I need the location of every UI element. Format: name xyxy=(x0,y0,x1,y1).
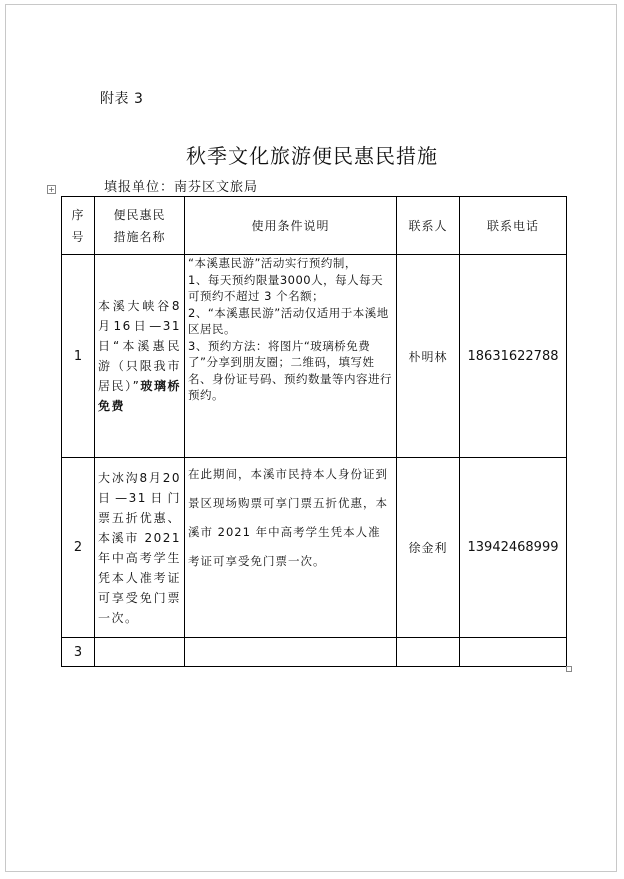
conditions-cell[interactable] xyxy=(185,255,397,458)
contact-phone[interactable]: 18631622788 xyxy=(460,255,567,458)
measure-name: 本溪大峡谷8月16日—31日“本溪惠民游（只限我市居民）” xyxy=(98,299,181,393)
table-header-row xyxy=(62,197,567,255)
table-resize-handle[interactable] xyxy=(566,666,572,672)
conditions-cell[interactable] xyxy=(185,638,397,667)
table-row xyxy=(62,638,567,667)
condition-line: 1、每天预约限量3000人，每人每天可预约不超过 3 个名额； xyxy=(188,272,384,303)
header-index-line-2: 号 xyxy=(71,229,85,244)
conditions-cell[interactable]: 在此期间，本溪市民持本人身份证到景区现场购票可享门票五折优惠，本溪市 2021 年中高考学生凭本人准考证可享受免门票一次。 xyxy=(185,458,397,638)
table-row xyxy=(62,458,567,638)
measures-table xyxy=(61,196,567,667)
header-measure-line-1: 便民惠民 xyxy=(113,207,166,222)
document-title: 秋季文化旅游便民惠民措施 xyxy=(186,144,438,168)
condition-line: 3、预约方法：将图片“玻璃桥免费了”分享到朋友圈；二维码，填写姓名、身份证号码、预约数量等内容进行预约。 xyxy=(188,338,392,402)
measure-name[interactable] xyxy=(95,638,185,667)
header-measure xyxy=(95,197,185,255)
measure-name[interactable]: 大冰沟8月20 日—31日门票五折优惠、本溪市 2021 年中高考学生凭本人准考证可享受免门票一次。 xyxy=(95,458,185,638)
contact-phone[interactable] xyxy=(460,638,567,667)
condition-line: 2、“本溪惠民游”活动仅适用于本溪地区居民。 xyxy=(188,305,389,336)
contact-phone[interactable]: 13942468999 xyxy=(460,458,567,638)
header-measure-line-2: 措施名称 xyxy=(113,229,166,244)
row-index: 3 xyxy=(62,638,95,667)
measure-name-bold: 玻璃桥免费 xyxy=(98,379,181,413)
condition-line: “本溪惠民游”活动实行预约制， xyxy=(188,256,357,270)
row-index: 2 xyxy=(62,458,95,638)
header-phone: 联系电话 xyxy=(460,197,567,255)
appendix-label: 附表 3 xyxy=(100,91,144,107)
row-index: 1 xyxy=(62,255,95,458)
header-index xyxy=(62,197,95,255)
table-row xyxy=(62,255,567,458)
header-conditions: 使用条件说明 xyxy=(185,197,397,255)
measure-name-cell[interactable] xyxy=(95,255,185,458)
contact-person[interactable]: 朴明林 xyxy=(397,255,460,458)
header-contact: 联系人 xyxy=(397,197,460,255)
table-move-handle-icon[interactable]: + xyxy=(48,185,55,194)
contact-person[interactable]: 徐金利 xyxy=(397,458,460,638)
contact-person[interactable] xyxy=(397,638,460,667)
reporting-unit: 填报单位：南芬区文旅局 xyxy=(104,180,259,195)
header-index-line-1: 序 xyxy=(71,207,85,222)
